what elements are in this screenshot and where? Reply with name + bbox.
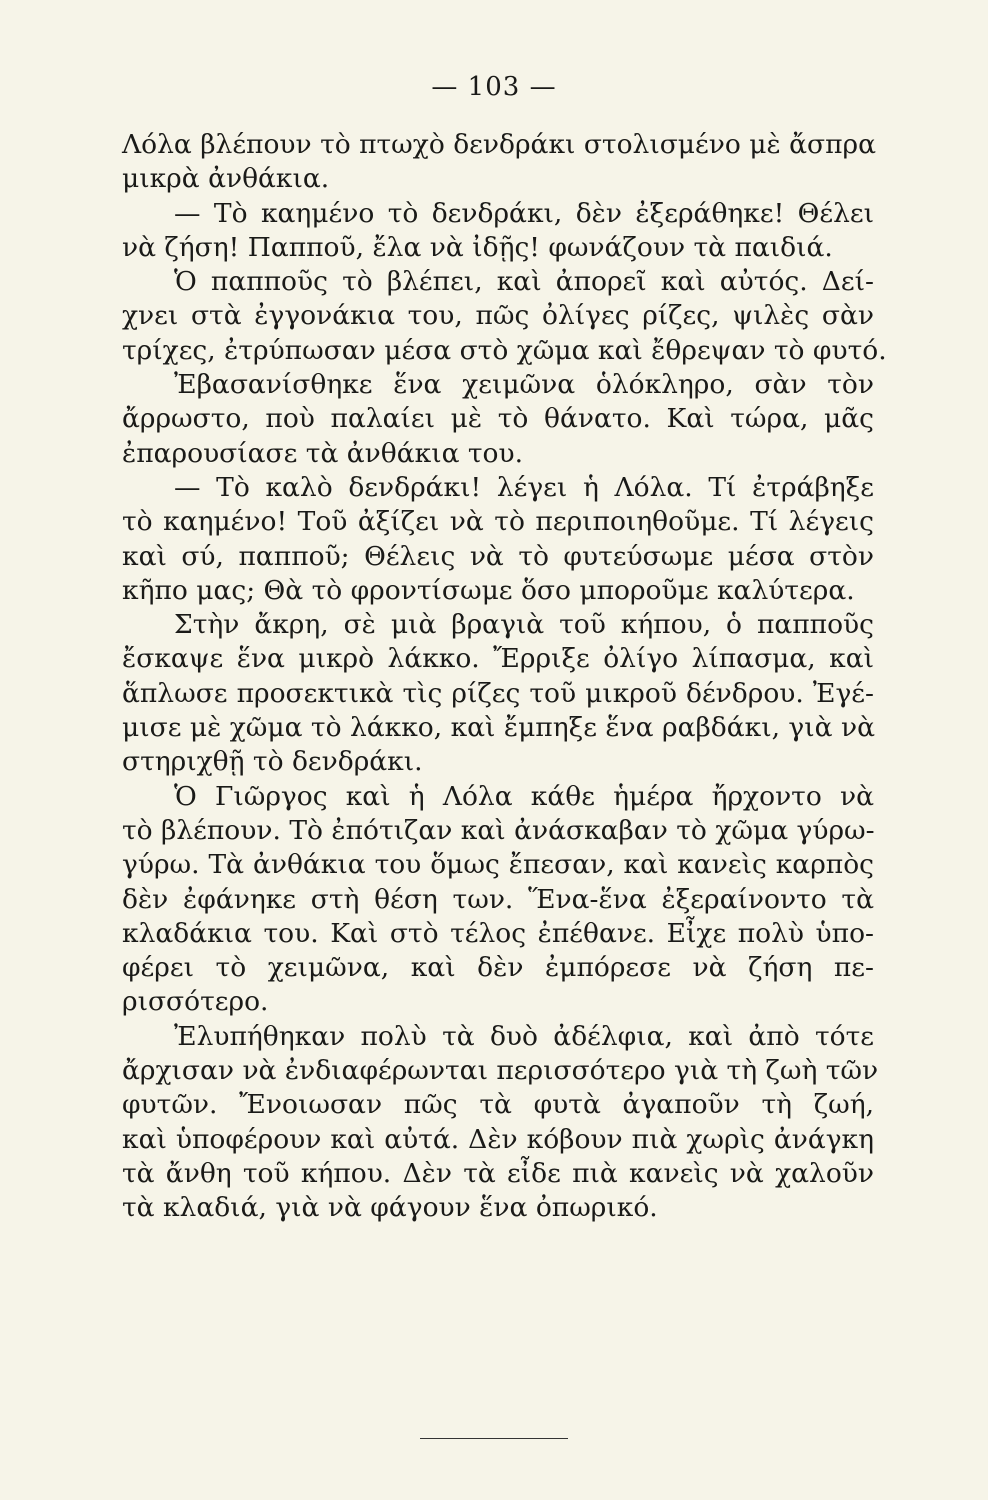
text-line: Στὴν ἄκρη, σὲ μιὰ βραγιὰ τοῦ κήπου, ὁ παπποῦς <box>174 609 874 641</box>
text-line: κλαδάκια του. Καὶ στὸ τέλος ἐπέθανε. Εἶχε πολὺ ὑπο- <box>122 917 874 949</box>
text-line: στηριχθῇ τὸ δενδράκι. <box>122 746 423 778</box>
text-line: τὰ ἄνθη τοῦ κήπου. Δὲν τὰ εἶδε πιὰ κανεὶς νὰ χαλοῦν <box>122 1157 874 1189</box>
text-line: γύρω. Τὰ ἀνθάκια του ὅμως ἔπεσαν, καὶ κανεὶς καρπὸς <box>122 849 874 881</box>
text-line: κῆπο μας; Θὰ τὸ φροντίσωμε ὅσο μποροῦμε καλύτερα. <box>122 574 855 606</box>
text-line: Ὁ Γιῶργος καὶ ἡ Λόλα κάθε ἡμέρα ἤρχοντο νὰ <box>174 780 874 812</box>
text-line: Ἐλυπήθηκαν πολὺ τὰ δυὸ ἀδέλφια, καὶ ἀπὸ τότε <box>174 1020 874 1052</box>
text-line: μικρὰ ἀνθάκια. <box>122 163 330 195</box>
text-line: ἅπλωσε προσεκτικὰ τὶς ρίζες τοῦ μικροῦ δένδρου. Ἐγέ- <box>122 677 874 709</box>
body-text <box>122 128 887 1226</box>
text-line: φέρει τὸ χειμῶνα, καὶ δὲν ἐμπόρεσε νὰ ζήση πε- <box>122 952 874 984</box>
text-line: φυτῶν. Ἔνοιωσαν πῶς τὰ φυτὰ ἀγαποῦν τὴ ζωή, <box>122 1089 874 1121</box>
text-line: Ὁ παπποῦς τὸ βλέπει, καὶ ἀπορεῖ καὶ αὐτός. Δεί- <box>174 266 874 298</box>
text-line: τρίχες, ἐτρύπωσαν μέσα στὸ χῶμα καὶ ἔθρεψαν τὸ φυτό. <box>122 334 887 366</box>
text-line: νὰ ζήση! Παπποῦ, ἔλα νὰ ἰδῇς! φωνάζουν τὰ παιδιά. <box>122 231 833 263</box>
text-line: — Τὸ καημένο τὸ δενδράκι, δὲν ἐξεράθηκε! Θέλει <box>174 197 874 229</box>
text-line: καὶ σύ, παπποῦ; Θέλεις νὰ τὸ φυτεύσωμε μέσα στὸν <box>122 540 874 572</box>
text-line: — Τὸ καλὸ δενδράκι! λέγει ἡ Λόλα. Τί ἐτράβηξε <box>174 471 874 503</box>
text-line: ἄρρωστο, ποὺ παλαίει μὲ τὸ θάνατο. Καὶ τώρα, μᾶς <box>122 403 874 435</box>
text-line: Ἐβασανίσθηκε ἕνα χειμῶνα ὁλόκληρο, σὰν τὸν <box>174 369 874 401</box>
text-line: ρισσότερο. <box>122 986 269 1018</box>
text-line: ἄρχισαν νὰ ἐνδιαφέρωνται περισσότερο γιὰ τὴ ζωὴ τῶν <box>122 1055 879 1087</box>
text-line: δὲν ἐφάνηκε στὴ θέση των. Ἕνα-ἕνα ἐξεραίνοντο τὰ <box>122 883 874 915</box>
text-line: Λόλα βλέπουν τὸ πτωχὸ δενδράκι στολισμένο μὲ ἄσπρα <box>122 129 876 160</box>
text-line: τὸ βλέπουν. Τὸ ἐπότιζαν καὶ ἀνάσκαβαν τὸ χῶμα γύρω- <box>122 814 875 846</box>
text-line: ἔσκαψε ἕνα μικρὸ λάκκο. Ἔρριξε ὀλίγο λίπασμα, καὶ <box>122 643 874 675</box>
text-line: τὸ καημένο! Τοῦ ἀξίζει νὰ τὸ περιποιηθοῦμε. Τί λέγεις <box>122 506 874 538</box>
text-line: ἐπαρουσίασε τὰ ἀνθάκια του. <box>122 437 524 469</box>
text-line: τὰ κλαδιά, γιὰ νὰ φάγουν ἕνα ὀπωρικό. <box>122 1192 658 1224</box>
text-line: καὶ ὑποφέρουν καὶ αὐτά. Δὲν κόβουν πιὰ χωρὶς ἀνάγκη <box>122 1123 874 1155</box>
end-rule <box>420 1438 568 1439</box>
text-line: χνει στὰ ἐγγονάκια του, πῶς ὀλίγες ρίζες, ψιλὲς σὰν <box>122 300 874 332</box>
page-number: — 103 — <box>431 72 557 102</box>
text-line: μισε μὲ χῶμα τὸ λάκκο, καὶ ἔμπηξε ἕνα ραβδάκι, γιὰ νὰ <box>122 712 875 744</box>
